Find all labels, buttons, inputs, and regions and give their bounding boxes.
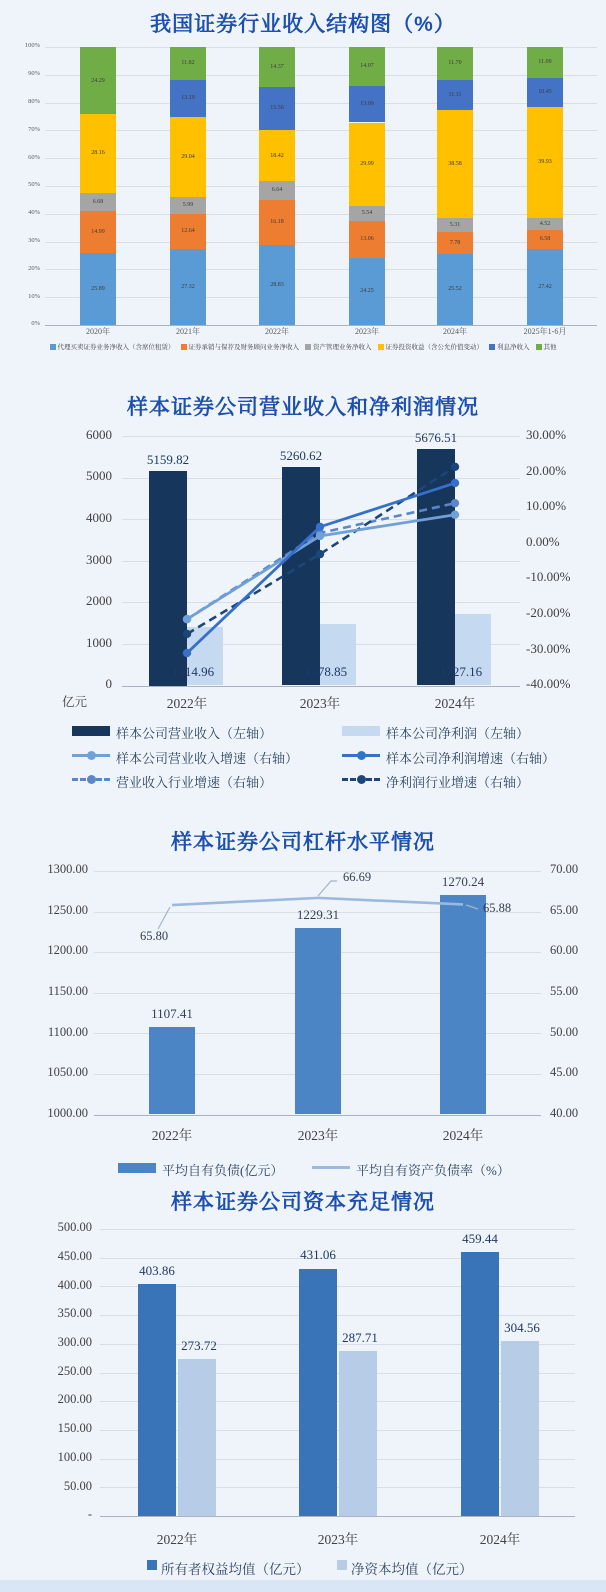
axis-tick-label: 60% bbox=[28, 153, 40, 161]
axis-tick-label: 0% bbox=[31, 320, 40, 328]
value-label: 27.42 bbox=[538, 283, 552, 290]
axis-tick-label: 1100.00 bbox=[47, 1024, 88, 1039]
axis-tick-label: 400.00 bbox=[57, 1277, 92, 1292]
value-label: 273.72 bbox=[181, 1337, 217, 1353]
legend-label: 代理买卖证券业务净收入（含席位租赁） bbox=[57, 344, 175, 351]
value-label: 1270.24 bbox=[441, 874, 485, 890]
category-label: 2024年 bbox=[442, 1127, 484, 1143]
value-label: 15.56 bbox=[270, 105, 284, 112]
value-label: 5.54 bbox=[361, 210, 373, 217]
category-label: 2022年 bbox=[151, 1127, 193, 1143]
value-label: 5.31 bbox=[449, 221, 461, 228]
legend-swatch bbox=[342, 726, 380, 736]
bar bbox=[299, 1269, 337, 1516]
chart3-title: 样本证券公司杠杆水平情况 bbox=[171, 831, 435, 854]
value-label: 13.09 bbox=[360, 101, 374, 108]
bar bbox=[417, 449, 455, 685]
value-label: 13.19 bbox=[181, 94, 195, 101]
value-label: 4.52 bbox=[539, 220, 551, 227]
bar bbox=[178, 1359, 216, 1516]
value-label: 11.70 bbox=[448, 60, 462, 67]
axis-tick-label: 4000 bbox=[86, 510, 112, 526]
legend-marker bbox=[357, 775, 366, 784]
axis-tick-label: -40.00% bbox=[526, 676, 571, 692]
legend-item bbox=[50, 342, 175, 351]
axis-tick-label: 30.00% bbox=[526, 426, 567, 442]
bar bbox=[149, 471, 187, 686]
axis-tick-label: 1300.00 bbox=[47, 862, 88, 877]
callout-label: 66.69 bbox=[342, 870, 372, 885]
legend-swatch bbox=[118, 1163, 156, 1173]
value-label: 1478.85 bbox=[304, 664, 348, 680]
chart1-title: 我国证券行业收入结构图（%） bbox=[150, 13, 456, 36]
value-label: 16.18 bbox=[270, 219, 284, 226]
axis-tick-label: 6000 bbox=[86, 426, 112, 442]
bar bbox=[501, 1341, 539, 1516]
value-label: 1107.41 bbox=[151, 1006, 193, 1022]
axis-tick-label: 1200.00 bbox=[47, 943, 88, 958]
axis-tick-label: - bbox=[87, 1507, 92, 1522]
category-label: 2023年 bbox=[317, 1531, 359, 1547]
axis-tick-label: 10% bbox=[28, 292, 40, 300]
axis-tick-label: 10.00% bbox=[526, 498, 567, 514]
series-line bbox=[187, 467, 455, 634]
category-label: 2021年 bbox=[176, 327, 200, 337]
axis-tick-label: 80% bbox=[28, 98, 40, 106]
grid-line bbox=[122, 686, 520, 687]
category-label: 2023年 bbox=[297, 1127, 339, 1143]
grid-line bbox=[94, 1115, 541, 1116]
legend-label: 样本公司净利润（左轴） bbox=[386, 725, 530, 741]
axis-tick-label: 1000.00 bbox=[47, 1105, 88, 1120]
axis-tick-label: 50.00 bbox=[550, 1024, 579, 1039]
axis-tick-label: 100.00 bbox=[57, 1449, 92, 1464]
callout-label: 65.88 bbox=[482, 901, 512, 916]
axis-unit-label: 亿元 bbox=[62, 695, 88, 710]
axis-tick-label: 55.00 bbox=[550, 984, 579, 998]
value-label: 14.07 bbox=[360, 63, 374, 70]
axis-tick-label: -20.00% bbox=[526, 605, 571, 621]
legend-label: 其他 bbox=[543, 344, 557, 351]
axis-tick-label: 2000 bbox=[86, 593, 112, 609]
category-label: 2024年 bbox=[434, 695, 476, 711]
category-label: 2024年 bbox=[443, 327, 467, 337]
legend-swatch bbox=[312, 1166, 350, 1169]
category-label: 2022年 bbox=[166, 695, 208, 711]
axis-tick-label: 350.00 bbox=[57, 1306, 92, 1321]
legend-swatch bbox=[489, 344, 495, 350]
axis-tick-label: 50.00 bbox=[63, 1478, 92, 1493]
value-label: 24.25 bbox=[360, 288, 374, 295]
axis-tick-label: 20.00% bbox=[526, 462, 567, 478]
category-label: 2023年 bbox=[355, 327, 379, 337]
value-label: 25.89 bbox=[91, 285, 105, 292]
axis-tick-label: 60.00 bbox=[550, 943, 579, 958]
category-label: 2025年1-6月 bbox=[523, 327, 567, 337]
axis-tick-label: 0 bbox=[105, 676, 112, 692]
value-label: 29.99 bbox=[360, 160, 374, 167]
value-label: 6.58 bbox=[539, 236, 551, 243]
axis-tick-label: 500.00 bbox=[57, 1220, 92, 1235]
value-label: 12.64 bbox=[181, 228, 195, 235]
legend-swatch bbox=[536, 344, 542, 350]
axis-tick-label: 250.00 bbox=[57, 1363, 92, 1378]
category-label: 2023年 bbox=[299, 695, 341, 711]
value-label: 13.06 bbox=[360, 236, 374, 243]
chart4-title: 样本证券公司资本充足情况 bbox=[171, 1191, 435, 1214]
axis-tick-label: 0.00% bbox=[526, 533, 560, 549]
axis-tick-label: 65.00 bbox=[550, 902, 579, 917]
bar bbox=[138, 1284, 176, 1516]
bar bbox=[461, 1252, 499, 1516]
value-label: 28.16 bbox=[91, 150, 105, 157]
legend-item bbox=[181, 342, 300, 351]
value-label: 18.42 bbox=[270, 152, 284, 159]
axis-tick-label: 200.00 bbox=[57, 1392, 92, 1407]
value-label: 1727.16 bbox=[439, 664, 483, 680]
value-label: 10.45 bbox=[538, 89, 552, 96]
value-label: 5159.82 bbox=[146, 451, 190, 467]
legend-label: 净资本均值（亿元） bbox=[351, 1561, 473, 1577]
chart2-title: 样本证券公司营业收入和净利润情况 bbox=[127, 396, 479, 419]
legend-label: 样本公司营业收入增速（右轴） bbox=[116, 750, 299, 766]
axis-tick-label: 70.00 bbox=[550, 862, 579, 877]
value-label: 5676.51 bbox=[414, 430, 458, 446]
legend-swatch bbox=[181, 344, 187, 350]
legend bbox=[0, 342, 606, 351]
axis-tick-label: 300.00 bbox=[57, 1335, 92, 1350]
axis-tick-label: 150.00 bbox=[57, 1421, 92, 1436]
value-label: 39.93 bbox=[538, 159, 552, 166]
grid-line bbox=[45, 75, 597, 76]
axis-tick-label: 450.00 bbox=[57, 1248, 92, 1263]
bar bbox=[149, 1027, 195, 1114]
grid-line bbox=[45, 130, 597, 131]
value-label: 1414.96 bbox=[171, 664, 215, 680]
axis-tick-label: 5000 bbox=[86, 468, 112, 484]
leader-line bbox=[158, 907, 170, 929]
axis-tick-label: 70% bbox=[28, 125, 40, 133]
legend-label: 利息净收入 bbox=[497, 344, 530, 351]
axis-tick-label: 30% bbox=[28, 237, 40, 245]
legend-item bbox=[305, 342, 372, 351]
value-label: 431.06 bbox=[300, 1247, 336, 1263]
legend-marker bbox=[87, 775, 96, 784]
value-label: 11.09 bbox=[538, 59, 552, 66]
legend-swatch bbox=[72, 726, 110, 736]
axis-tick-label: 40.00 bbox=[550, 1105, 579, 1120]
value-label: 459.44 bbox=[462, 1231, 498, 1247]
legend-swatch bbox=[147, 1560, 157, 1570]
axis-tick-label: 50% bbox=[28, 181, 40, 189]
value-label: 5260.62 bbox=[279, 447, 323, 463]
category-label: 2020年 bbox=[86, 327, 110, 337]
axis-tick-label: 40% bbox=[28, 209, 40, 217]
bar bbox=[282, 467, 320, 686]
value-label: 5.99 bbox=[182, 202, 194, 209]
legend-swatch bbox=[337, 1560, 347, 1570]
legend-label: 样本公司营业收入（左轴） bbox=[116, 725, 273, 741]
value-label: 11.82 bbox=[181, 60, 195, 67]
value-label: 1229.31 bbox=[296, 907, 340, 923]
legend-item bbox=[489, 342, 530, 351]
legend-label: 所有者权益均值（亿元） bbox=[161, 1561, 310, 1577]
value-label: 304.56 bbox=[504, 1320, 540, 1336]
axis-tick-label: 1050.00 bbox=[47, 1065, 88, 1080]
legend-label: 平均自有负债(亿元） bbox=[162, 1162, 284, 1178]
value-label: 29.04 bbox=[181, 153, 195, 160]
value-label: 38.58 bbox=[448, 160, 462, 167]
bar bbox=[339, 1351, 377, 1516]
bar bbox=[295, 928, 341, 1114]
legend-label: 平均自有资产负债率（%） bbox=[356, 1162, 510, 1178]
value-label: 25.52 bbox=[448, 286, 462, 293]
legend-label: 证券承销与保荐及财务顾问业务净收入 bbox=[188, 344, 299, 351]
value-label: 28.83 bbox=[270, 281, 284, 288]
grid-line bbox=[100, 1516, 575, 1517]
axis-tick-label: 90% bbox=[28, 70, 40, 78]
axis-tick-label: 100% bbox=[24, 42, 40, 50]
axis-tick-label: 20% bbox=[28, 264, 40, 272]
category-label: 2024年 bbox=[479, 1531, 521, 1547]
category-label: 2022年 bbox=[265, 327, 289, 337]
legend-item bbox=[536, 342, 557, 351]
value-label: 27.32 bbox=[181, 283, 195, 290]
legend-marker bbox=[87, 751, 96, 760]
grid-line bbox=[45, 297, 597, 298]
value-label: 14.37 bbox=[270, 63, 284, 70]
legend-label: 净利润行业增速（右轴） bbox=[386, 774, 530, 790]
axis-tick-label: 45.00 bbox=[550, 1065, 579, 1080]
legend-label: 样本公司净利润增速（右轴） bbox=[386, 750, 556, 766]
value-label: 6.68 bbox=[92, 198, 104, 205]
value-label: 287.71 bbox=[342, 1329, 378, 1345]
callout-label: 65.80 bbox=[139, 929, 169, 944]
value-label: 11.11 bbox=[448, 91, 462, 98]
axis-tick-label: 1250.00 bbox=[47, 902, 88, 917]
grid-line bbox=[100, 1229, 575, 1230]
grid-line bbox=[45, 269, 597, 270]
axis-tick-label: -30.00% bbox=[526, 640, 571, 656]
series-line bbox=[187, 515, 455, 619]
axis-tick-label: 3000 bbox=[86, 551, 112, 567]
bottom-strip bbox=[0, 1580, 606, 1592]
legend-swatch bbox=[50, 344, 56, 350]
value-label: 14.99 bbox=[91, 228, 105, 235]
legend-swatch bbox=[378, 344, 384, 350]
value-label: 24.29 bbox=[91, 77, 105, 84]
legend-label: 资产管理业务净收入 bbox=[313, 344, 372, 351]
axis-tick-label: 1150.00 bbox=[47, 984, 88, 998]
legend-label: 营业收入行业增速（右轴） bbox=[116, 774, 273, 790]
legend-marker bbox=[357, 751, 366, 760]
legend-label: 证券投资收益（含公允价值变动） bbox=[385, 344, 483, 351]
axis-tick-label: -10.00% bbox=[526, 569, 571, 585]
value-label: 6.64 bbox=[271, 187, 283, 194]
grid-line bbox=[45, 47, 597, 48]
axis-tick-label: 1000 bbox=[86, 634, 112, 650]
bar bbox=[440, 895, 486, 1114]
value-label: 403.86 bbox=[139, 1263, 175, 1279]
value-label: 7.78 bbox=[449, 240, 461, 247]
legend-swatch bbox=[305, 344, 311, 350]
category-label: 2022年 bbox=[156, 1531, 198, 1547]
legend-item bbox=[378, 342, 484, 351]
